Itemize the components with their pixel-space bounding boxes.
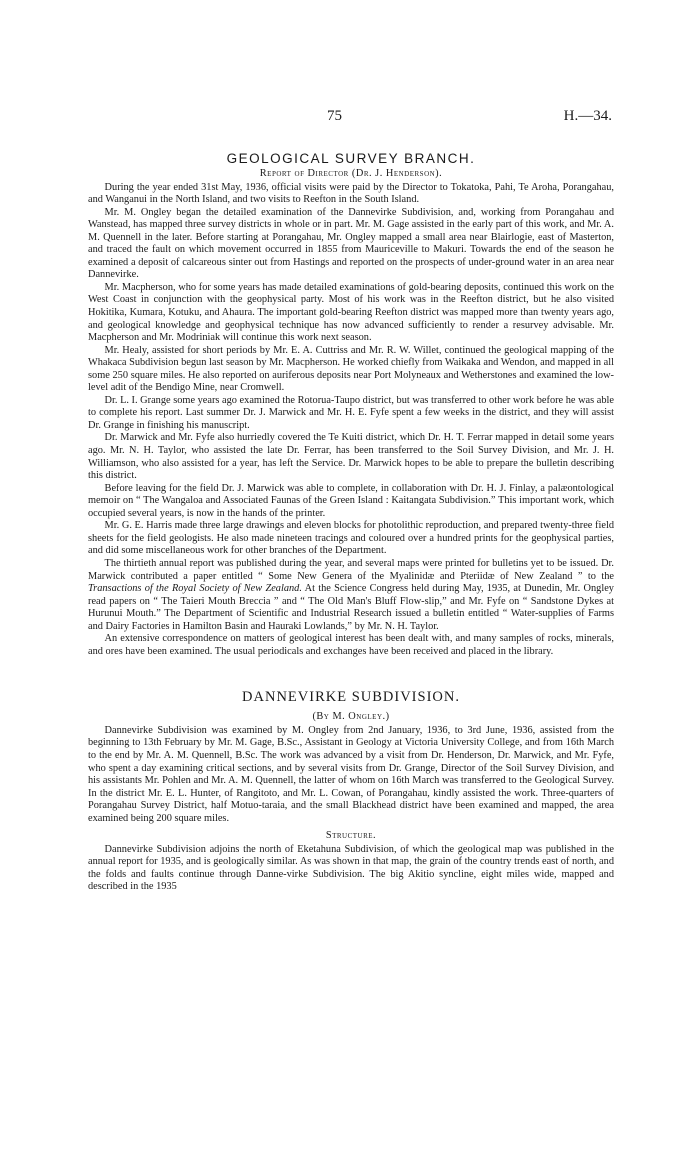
section-subtitle-director-report: Report of Director (Dr. J. Henderson). [259,168,443,179]
page-number: 75 [327,108,342,124]
subheading-structure: Structure. [325,830,377,842]
paragraph-ongley: Mr. M. Ongley began the detailed examination of the Dannevirke Subdivision, and, working from Porangahau and Wanstead, has mapped three survey districts in whole or in part. Mr. M. Gage assisted in the early part of this work, and Mr. A. M. Quennell in the later. Before starting at Porangahau, Mr. Ongley mapped a small area near Blairlogie, east of Masterton, and traced the fault on which movement occurred in 1855 from Mauriceville to Makuri. Towards the end of the season he examined a deposit of calcareous sinter out from Hastings and reported on the prospects of under-ground water in an area near Dannevirke. [88,206,614,281]
section-title-dannevirke: DANNEVIRKE SUBDIVISION. [242,689,460,706]
paragraph-publications [88,558,614,633]
publications-text-a: The thirtieth annual report was published during the year, and several maps were printed for bulletins yet to be issued. Dr. Marwick contributed a paper entitled “ Some New Genera of the Myalinidæ and Pteriidæ of New Zealand ” to the [88,557,614,582]
paragraph-grange: Dr. L. I. Grange some years ago examined the Rotorua-Taupo district, but was transferred to other work before he was able to complete his report. Last summer Dr. J. Marwick and Mr. H. E. Fyfe spent a few weeks in the district, and they will assist Dr. Grange in finishing his manuscript. [88,394,614,431]
paragraph-healy: Mr. Healy, assisted for short periods by Mr. E. A. Cuttriss and Mr. R. W. Willet, continued the geological mapping of the Whakaca Subdivision begun last season by Mr. Macpherson. He worked chiefly from Waikaka and Wendon, and mapped in all some 250 square miles. He also reported on auriferous deposits near Port Molyneaux and Wetherstones and examined the low-level adit of the Bendigo Mine, near Cromwell. [88,344,614,394]
report-reference: H.—34. [563,108,612,124]
paragraph-memoir: Before leaving for the field Dr. J. Marwick was able to complete, in collaboration with Dr. H. J. Finlay, a palæontological memoir on “ The Wangaloa and Associated Faunas of the Green Island : Kaitangata Subdivision.” This important work, which occupied several years, is now in the hands of the printer. [88,482,614,519]
paragraph-correspondence: An extensive correspondence on matters of geological interest has been dealt with, and many samples of rocks, minerals, and ores have been examined. The usual periodicals and exchanges have been received and placed in the library. [88,633,614,657]
section-byline-ongley: (By M. Ongley.) [312,711,390,723]
paragraph-structure: Dannevirke Subdivision adjoins the north of Eketahuna Subdivision, of which the geological map was published in the annual report for 1935, and is geologically similar. As was shown in that map, the grain of the country trends east of north, and the folds and faults continue through Danne-virke Subdivision. The big Akitio syncline, eight miles wide, mapped and described in the 1935 [88,843,614,893]
paragraph-te-kuiti: Dr. Marwick and Mr. Fyfe also hurriedly covered the Te Kuiti district, which Dr. H. T. Ferrar mapped in detail some years ago. Mr. N. H. Taylor, who assisted the late Dr. Ferrar, has been transferred to the Soil Survey Division, and Mr. J. H. Williamson, who also assisted for a year, has left the Service. Dr. Marwick hopes to be able to prepare the bulletin describing this district. [88,432,614,482]
section-title-geological-survey: GEOLOGICAL SURVEY BRANCH. [226,151,476,166]
publications-text-b: At the Science Congress held during May, 1935, at Dunedin, Mr. Ongley read papers on “ The Taieri Mouth Breccia ” and “ The Old Man's Bluff Flow-slip,” and Mr. Fyfe on “ Sandstone Dykes at Hurunui Mouth.” The Department of Scientific and Industrial Research issued a bulletin entitled “ Water-supplies of Farms and Dairy Factories in Hamilton Basin and Hauraki Lowlands,” by Mr. N. H. Taylor. [88,583,614,632]
paragraph-harris: Mr. G. E. Harris made three large drawings and eleven blocks for photolithic reproduction, and prepared twenty-three field sheets for the field geologists. He also made nineteen tracings and coloured over a hundred prints for the geophysical parties, and did some miscellaneous work for other branches of the Department. [88,520,614,557]
paragraph-official-visits: During the year ended 31st May, 1936, official visits were paid by the Director to Tokatoka, Pahi, Te Aroha, Porangahau, and Wanganui in the North Island, and two visits to Reefton in the South Island. [88,181,614,206]
publications-journal-title: Transactions of the Royal Society of New Zealand. [88,583,302,595]
paragraph-dannevirke-examination: Dannevirke Subdivision was examined by M. Ongley from 2nd January, 1936, to 3rd June, 1936, assisted from the beginning to 13th February by Mr. M. Gage, B.Sc., Assistant in Geology at Victoria University College, and from 16th March to the end by Mr. A. M. Quennell, B.Sc. The work was advanced by a visit from Dr. Henderson, Dr. Marwick, and Mr. Fyfe, who spent a day examining critical sections, and by several visits from Dr. Grange, Director of the Soil Survey Division, and his assistants Mr. Pohlen and Mr. A. M. Quennell, the latter of whom on 16th March was transferred to the Geological Survey. In the district Mr. E. L. Hunter, of Rangitoto, and Mr. L. Cowan, of Porangahau, kindly assisted the work. Three-quarters of Porangahau Survey District, half Motuo-taraia, and the small Blackhead district have been examined and mapped, the area examined being 200 square miles. [88,724,614,824]
document-body [88,150,614,894]
paragraph-macpherson: Mr. Macpherson, who for some years has made detailed examinations of gold-bearing deposits, continued this work on the West Coast in conjunction with the geophysical party. Most of his work was in the Reefton district, but he also visited Hokitika, Kumara, Kotuku, and Ahaura. The important gold-bearing Reefton district was mapped more than twenty years ago, and geological knowledge and geophysical technique has now advanced sufficiently to render a resurvey advisable. Mr. Macpherson and Mr. Modriniak will continue this work next season. [88,281,614,344]
